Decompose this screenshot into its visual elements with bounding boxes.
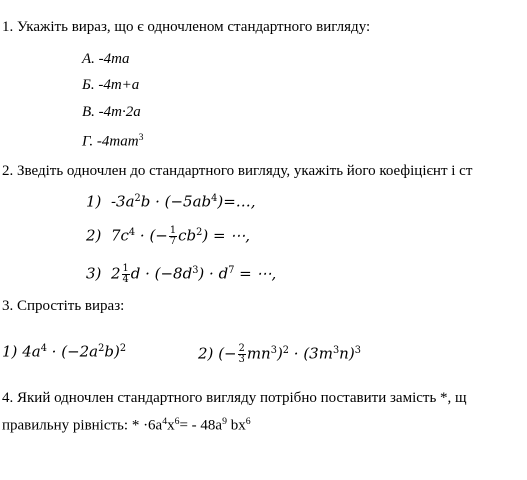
q3-item-1 bbox=[2, 344, 126, 359]
q2-item-2 bbox=[86, 226, 250, 247]
q2-item-3-exp: 3 bbox=[192, 264, 199, 276]
question-4-equation bbox=[2, 417, 251, 433]
q4-part: bx bbox=[226, 417, 246, 434]
q3-item-2-part: mn bbox=[246, 344, 271, 363]
q2-item-3 bbox=[86, 264, 276, 285]
q2-item-3-part: ) · d bbox=[198, 264, 229, 283]
q2-item-1-exp: 2 bbox=[134, 193, 141, 204]
q3-item-2-part: n) bbox=[339, 344, 355, 363]
fraction-denominator: 4 bbox=[122, 273, 129, 285]
q3-item-2-part: ) bbox=[276, 344, 283, 363]
q4-part: правильну рівність: * ·6a bbox=[2, 417, 163, 434]
q3-item-2-part: (− bbox=[218, 344, 237, 363]
q3-item-1-exp: 2 bbox=[119, 343, 127, 354]
q2-item-3-part: 2 bbox=[110, 264, 121, 283]
question-1-text: 1. Укажіть вираз, що є одночленом стандартного вигляду: bbox=[2, 19, 371, 35]
q2-item-2-label: 2) bbox=[86, 226, 102, 245]
question-3-text: 3. Спростіть вираз: bbox=[2, 298, 125, 314]
q4-exp: 9 bbox=[222, 416, 227, 427]
q2-item-2-part: 7c bbox=[110, 226, 129, 245]
q3-item-1-part: 4a bbox=[22, 342, 41, 361]
q2-item-2-part: cb bbox=[178, 226, 197, 245]
q2-item-2-fraction bbox=[169, 226, 177, 247]
q1-option-g bbox=[82, 133, 143, 149]
q4-exp: 4 bbox=[162, 416, 168, 427]
q2-item-2-exp: 4 bbox=[128, 226, 136, 238]
q2-item-1 bbox=[86, 194, 256, 209]
q2-item-3-part: = ⋯, bbox=[234, 264, 277, 283]
q1-option-b: Б. -4m+a bbox=[82, 77, 140, 93]
q3-item-2-exp: 2 bbox=[282, 344, 290, 356]
q2-item-1-exp: 4 bbox=[211, 193, 218, 204]
q1-option-g-exponent: 3 bbox=[138, 132, 144, 143]
q2-item-1-part: b · (−5ab bbox=[140, 192, 212, 211]
fraction-denominator: 7 bbox=[169, 235, 177, 247]
q2-item-1-part: )=…, bbox=[217, 192, 256, 211]
q2-item-2-part: ) = ⋯, bbox=[202, 226, 251, 245]
q2-item-2-part: · (− bbox=[139, 226, 168, 245]
q1-option-g-base: Г. -4mam bbox=[82, 133, 139, 150]
q4-exp: 6 bbox=[174, 416, 180, 427]
fraction-numerator: 1 bbox=[169, 225, 177, 236]
q3-item-1-part: · (−2a bbox=[46, 342, 99, 361]
q3-item-2-exp: 3 bbox=[270, 344, 277, 356]
fraction-numerator: 1 bbox=[122, 263, 129, 274]
q3-item-1-exp: 2 bbox=[98, 343, 105, 354]
q3-item-2-exp: 3 bbox=[354, 344, 361, 356]
fraction-numerator: 2 bbox=[238, 343, 245, 354]
q3-item-1-exp: 4 bbox=[40, 343, 47, 354]
q2-item-3-label: 3) bbox=[86, 264, 102, 283]
q2-item-3-exp: 7 bbox=[228, 264, 235, 276]
question-4-text: 4. Який одночлен стандартного вигляду потрібно поставити замість *, щ bbox=[2, 390, 467, 406]
q3-item-2-part: · (3m bbox=[289, 344, 333, 363]
q1-option-a: А. -4ma bbox=[82, 51, 130, 67]
q2-item-1-part: -3a bbox=[110, 192, 135, 211]
q3-item-2-fraction bbox=[238, 344, 246, 365]
q3-item-2-exp: 3 bbox=[332, 344, 340, 356]
q1-option-v: В. -4m·2a bbox=[82, 104, 141, 120]
fraction-denominator: 3 bbox=[238, 353, 245, 365]
q3-item-2 bbox=[198, 344, 361, 365]
q3-item-2-label: 2) bbox=[198, 344, 214, 363]
q3-item-1-part: b) bbox=[104, 342, 120, 361]
q2-item-3-fraction bbox=[122, 264, 130, 285]
q4-part: x bbox=[167, 417, 175, 434]
q2-item-3-part: d · (−8d bbox=[130, 264, 193, 283]
q4-exp: 6 bbox=[245, 416, 251, 427]
question-2-text: 2. Зведіть одночлен до стандартного вигляду, укажіть його коефіцієнт і ст bbox=[2, 163, 473, 179]
q4-part: = - 48a bbox=[179, 417, 223, 434]
q2-item-1-label: 1) bbox=[86, 192, 102, 211]
q3-item-1-label: 1) bbox=[2, 342, 18, 361]
q2-item-2-exp: 2 bbox=[196, 226, 203, 238]
